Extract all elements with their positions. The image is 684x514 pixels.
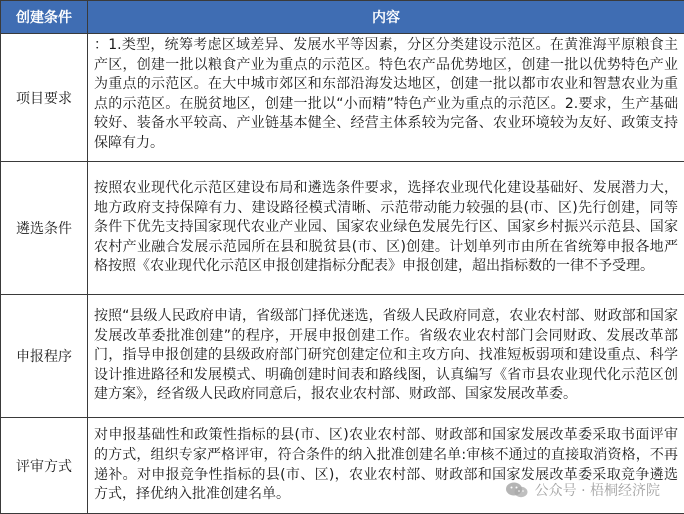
row-content-selection-criteria: 按照农业现代化示范区建设布局和遴选条件要求，选择农业现代化建设基础好、发展潜力大，地方政府支持保障有力、建设路径模式清晰、示范带动能力较强的县(市、区)先行创建，同等条件下优先支持国家现代农业产业园、国家农业绿色发展先行区、国家乡村振兴示范县、国家农村产业融合发展示范园所在县和脱贫县(市、区)创建。计划单列市由所在省统筹申报各地严格按照《农业现代化示范区申报创建指标分配表》申报创建，超出指标数的一律不予受理。 — [88, 162, 684, 295]
header-content: 内容 — [88, 1, 684, 34]
header-condition: 创建条件 — [1, 1, 88, 34]
row-content-application-procedure: 按照“县级人民政府申请，省级部门择优迷选，省级人民政府同意，农业农村部、财政部和国家发展改革委批准创建”的程序，开展申报创建工作。省级农业农村部门会同财政、发展改革部门，指导申报创建的县级政府部门研究创建定位和主攻方向、找准短板弱项和建设重点、科学设计推进路径和发展模式、明确创建时间表和路线图，认真编写《省市县农业现代化示范区创建方案》，经省级人民政府同意后，报农业农村部、财政部、国家发展改革委。 — [88, 295, 684, 418]
table-row — [1, 418, 684, 514]
row-condition-selection-criteria: 遴选条件 — [1, 162, 88, 295]
row-content-project-requirements: ：1.类型，统筹考虑区域差异、发展水平等因素，分区分类建设示范区。在黄淮海平原粮食主产区，创建一批以粮食产业为重点的示范区。特色农产品优势地区，创建一批以优势特色产业为重点的示范区。在大中城市郊区和东部沿海发达地区，创建一批以都市农业和智慧农业为重点的示范区。在脱贫地区，创建一批以“小而精”特色产业为重点的示范区。2.要求，生产基础较好、装备水平较高、产业链基本健全、经营主体系较为完备、农业环境较为友好、政策支持保障有力。 — [88, 34, 684, 162]
row-condition-application-procedure: 申报程序 — [1, 295, 88, 418]
watermark-text: 公众号 · 梧桐经济院 — [534, 483, 660, 499]
table-header-row — [1, 1, 684, 34]
table-row — [1, 162, 684, 295]
row-content-review-method: 对申报基础性和政策性指标的县(市、区)农业农村部、财政部和国家发展改革委采取书面评审的方式，组织专家严格评审，符合条件的纳入批准创建名单:审核不通过的直接取消资格，不再递补。对申报竞争性指标的县(市、区)，农业农村部、财政部和国家发展改革委采取竞争遴选方式，择优纳入批准创建名单。 — [88, 418, 684, 514]
table-row — [1, 34, 684, 162]
row-condition-project-requirements: 项目要求 — [1, 34, 88, 162]
row-condition-review-method: 评审方式 — [1, 418, 88, 514]
table-row — [1, 295, 684, 418]
